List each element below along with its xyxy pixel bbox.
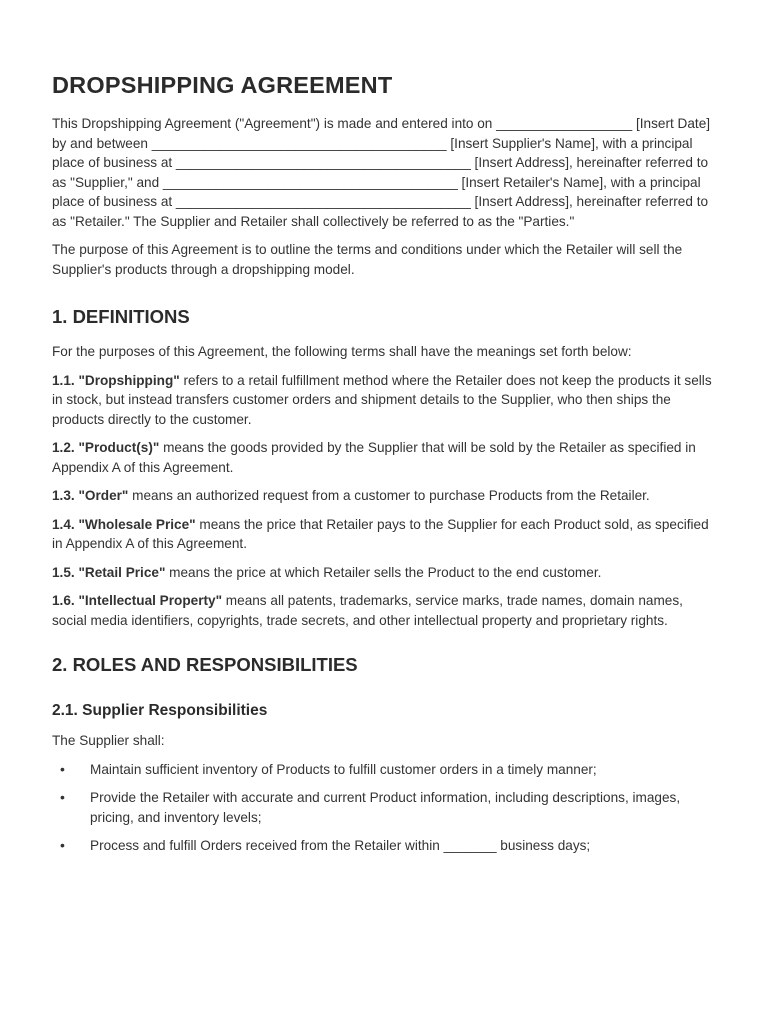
list-item — [52, 788, 718, 827]
list-item-text: Process and fulfill Orders received from the Retailer within _______ business days; — [90, 838, 591, 853]
definition-text: means the goods provided by the Supplier that will be sold by the Retailer as specified in Appendix A of this Agreement. — [52, 440, 696, 475]
definition-text: means all patents, trademarks, service marks, trade names, domain names, social media identifiers, copyrights, trade secrets, and other intellectual property and proprietary rights. — [52, 593, 683, 628]
subsection-heading-supplier: 2.1. Supplier Responsibilities — [52, 702, 268, 719]
bullet-icon: • — [60, 789, 65, 805]
list-item-text: Provide the Retailer with accurate and current Product information, including descriptions, images, pricing, and inventory levels; — [90, 790, 681, 825]
definition-term: 1.5. "Retail Price" — [52, 564, 166, 580]
definition-retail-price — [52, 563, 718, 583]
definition-term: 1.2. "Product(s)" — [52, 440, 160, 455]
definition-products — [52, 438, 718, 477]
purpose-paragraph: The purpose of this Agreement is to outline the terms and conditions under which the Retailer will sell the Supplier's products through a dropshipping model. — [52, 242, 683, 277]
definition-term: 1.3. "Order" — [52, 488, 129, 503]
definition-term: 1.4. "Wholesale Price" — [52, 516, 196, 532]
definition-text: means an authorized request from a customer to purchase Products from the Retailer. — [128, 488, 650, 503]
list-item — [52, 760, 718, 780]
definition-text: means the price that Retailer pays to the Supplier for each Product sold, as specified in Appendix A of this Agreement. — [52, 516, 709, 551]
definition-text: refers to a retail fulfillment method where the Retailer does not keep the products it sells in stock, but instead transfers customer orders and shipment details to the Supplier, who then ships the products directly to the customer. — [52, 372, 712, 427]
supplier-shall-intro: The Supplier shall: — [52, 733, 165, 748]
definition-term: 1.6. "Intellectual Property" — [52, 593, 223, 608]
definition-order — [52, 486, 718, 506]
definition-text: means the price at which Retailer sells the Product to the end customer. — [165, 564, 602, 580]
definition-dropshipping — [52, 371, 718, 430]
section-heading-roles: 2. ROLES AND RESPONSIBILITIES — [52, 654, 358, 675]
definition-term: 1.1. "Dropshipping" — [52, 372, 180, 388]
definition-intellectual-property — [52, 591, 718, 630]
bullet-icon: • — [60, 760, 65, 777]
intro-paragraph: This Dropshipping Agreement ("Agreement") is made and entered into on __________________ [Insert Date] by and between _______________________________________ [Insert Supplier's Name], with a principal place of business at _______________________________________ [Insert Address], hereinafter referred to as "Supplier," and _______________________________________ [Insert Retailer's Name], with a principal place of business at _______________________________________ [Insert Address], hereinafter referred to as "Retailer." The Supplier and Retailer shall collectively be referred to as the "Parties." — [52, 116, 711, 229]
bullet-icon: • — [60, 837, 65, 853]
list-item-text: Maintain sufficient inventory of Products to fulfill customer orders in a timely manner; — [90, 761, 597, 777]
definition-wholesale-price — [52, 515, 718, 554]
document-title: DROPSHIPPING AGREEMENT — [52, 72, 393, 98]
definitions-intro: For the purposes of this Agreement, the following terms shall have the meanings set forth below: — [52, 344, 632, 359]
list-item — [52, 836, 718, 856]
supplier-responsibilities-list — [52, 760, 718, 856]
section-heading-definitions: 1. DEFINITIONS — [52, 306, 190, 327]
